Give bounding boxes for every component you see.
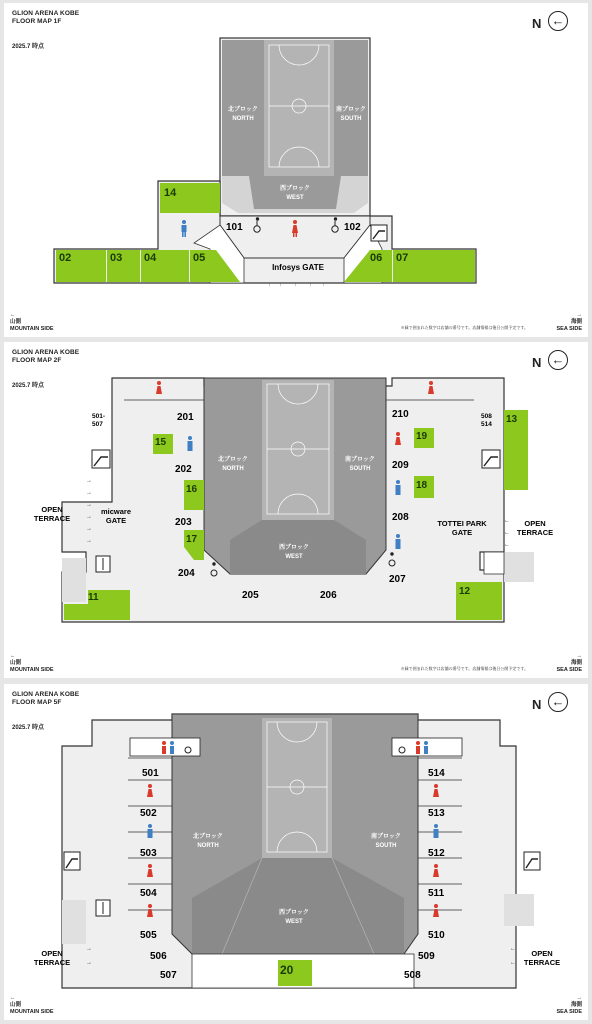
svg-text:→: → xyxy=(86,960,92,966)
right-arrow-icon: → xyxy=(576,653,582,659)
mountain-jp: 山側 xyxy=(10,1002,22,1008)
shop-12[interactable] xyxy=(456,582,502,620)
svg-text:↑: ↑ xyxy=(279,282,282,288)
north-block-label: 北ブロック xyxy=(193,834,223,840)
gate-208[interactable]: 208 xyxy=(392,512,409,523)
escalator-icon xyxy=(482,450,500,468)
svg-text:04: 04 xyxy=(144,252,157,264)
floor-label: FLOOR MAP 2F xyxy=(12,357,62,364)
floor-5f-map xyxy=(4,684,588,1020)
date-label: 2025.7 時点 xyxy=(12,383,45,389)
gate-203[interactable]: 203 xyxy=(175,517,192,528)
svg-text:05: 05 xyxy=(193,252,206,264)
shop-02[interactable] xyxy=(56,250,106,282)
svg-text:14: 14 xyxy=(164,187,177,199)
svg-text:↑: ↑ xyxy=(322,282,325,288)
gate-201[interactable]: 201 xyxy=(177,412,194,423)
south-block-label: 南ブロック xyxy=(345,457,375,463)
svg-text:19: 19 xyxy=(416,431,428,442)
shop-19[interactable] xyxy=(414,428,434,448)
shop-16[interactable] xyxy=(184,480,204,510)
sea-side-label xyxy=(557,312,582,333)
floor-2f-map xyxy=(4,342,588,678)
south-block-label: 南ブロック xyxy=(371,834,401,840)
north-letter: N xyxy=(532,16,542,31)
north-letter: N xyxy=(532,697,542,712)
left-arrow-icon: ← xyxy=(10,312,16,318)
gate-506[interactable]: 506 xyxy=(150,951,167,962)
footnote: ※緑で囲まれた数字は店舗の番号です。店舗情報は後日公開予定です。 xyxy=(400,325,528,330)
male-restroom-icon xyxy=(396,480,401,495)
svg-text:15: 15 xyxy=(155,437,167,448)
gate-513[interactable]: 513 xyxy=(428,808,445,819)
gate-507[interactable]: 507 xyxy=(160,970,177,981)
svg-text:17: 17 xyxy=(186,534,198,545)
mountain-en: MOUNTAIN SIDE xyxy=(10,326,54,332)
west-block-en: WEST xyxy=(286,195,304,201)
infosys-gate-label: Infosys GATE xyxy=(272,263,324,272)
svg-text:18: 18 xyxy=(416,480,428,491)
mountain-side-label xyxy=(10,312,54,333)
north-block-en: NORTH xyxy=(232,116,254,122)
sea-en: SEA SIDE xyxy=(556,667,582,673)
gate-511[interactable]: 511 xyxy=(428,888,445,899)
gate-101[interactable]: 101 xyxy=(226,222,243,233)
escalator-icon xyxy=(524,852,540,870)
gate-204[interactable]: 204 xyxy=(178,568,195,579)
escalator-icon xyxy=(92,450,110,468)
svg-text:16: 16 xyxy=(186,484,198,495)
sea-en: SEA SIDE xyxy=(556,326,582,332)
svg-text:→: → xyxy=(86,538,92,544)
venue-name: GLION ARENA KOBE xyxy=(12,691,80,698)
north-letter: N xyxy=(532,355,542,370)
mountain-jp: 山側 xyxy=(10,660,22,666)
south-block-label: 南ブロック xyxy=(336,107,366,113)
shop-13[interactable] xyxy=(504,410,528,490)
floor-map-5f-panel xyxy=(4,684,588,1020)
venue-name: GLION ARENA KOBE xyxy=(12,349,80,356)
gate-502[interactable]: 502 xyxy=(140,808,157,819)
micware-gate-label: micware GATE xyxy=(100,507,132,525)
gate-102[interactable]: 102 xyxy=(344,222,361,233)
gate-508[interactable]: 508 xyxy=(404,970,421,981)
svg-text:↑: ↑ xyxy=(268,282,271,288)
open-terrace-right: OPEN TERRACE xyxy=(516,519,554,537)
north-block-en: NORTH xyxy=(197,843,219,849)
mountain-jp: 山側 xyxy=(10,319,22,325)
open-terrace-right: OPEN TERRACE xyxy=(523,949,561,967)
north-block-en: NORTH xyxy=(222,466,244,472)
male-restroom-icon xyxy=(434,824,439,838)
svg-text:←: ← xyxy=(504,518,510,524)
date-label: 2025.7 時点 xyxy=(12,44,45,50)
floor-1f-map xyxy=(4,3,588,337)
elevator-icon xyxy=(96,556,110,572)
male-restroom-icon xyxy=(148,824,153,838)
west-block-en: WEST xyxy=(285,554,303,560)
gate-207[interactable]: 207 xyxy=(389,574,406,585)
svg-text:11: 11 xyxy=(88,592,99,603)
footnote: ※緑で囲まれた数字は店舗の番号です。店舗情報は後日公開予定です。 xyxy=(400,666,528,671)
mountain-side-label xyxy=(10,995,54,1016)
facility-icons-left xyxy=(130,738,200,756)
tottei-park-gate-label: TOTTEI PARK GATE xyxy=(437,519,487,537)
shop-04[interactable] xyxy=(141,250,189,282)
shop-18[interactable] xyxy=(414,476,434,498)
compass-arrow-icon: ← xyxy=(548,692,568,712)
svg-text:←: ← xyxy=(504,542,510,548)
shop-20[interactable] xyxy=(278,960,312,986)
west-block-en: WEST xyxy=(285,919,303,925)
north-block-label: 北ブロック xyxy=(228,107,258,113)
compass-arrow-icon: ← xyxy=(548,350,568,370)
elevator-icon xyxy=(96,900,110,916)
svg-text:12: 12 xyxy=(459,586,471,597)
svg-text:→: → xyxy=(86,514,92,520)
facility-icons-right xyxy=(392,738,462,756)
gate-501[interactable]: 501 xyxy=(142,768,159,779)
gate-509[interactable]: 509 xyxy=(418,951,435,962)
svg-text:→: → xyxy=(86,946,92,952)
sea-en: SEA SIDE xyxy=(556,1009,582,1015)
svg-text:→: → xyxy=(86,478,92,484)
sea-jp: 海側 xyxy=(570,1002,582,1008)
south-block-en: SOUTH xyxy=(375,843,397,849)
gate-512[interactable]: 512 xyxy=(428,848,445,859)
elevator-escalator-icon xyxy=(371,225,387,241)
right-arrow-icon: → xyxy=(576,312,582,318)
floor-map-2f-panel xyxy=(4,342,588,678)
gate-205[interactable]: 205 xyxy=(242,590,259,601)
west-block-label: 西ブロック xyxy=(279,545,309,551)
open-terrace-left: OPEN TERRACE xyxy=(33,505,71,523)
left-arrow-icon: ← xyxy=(10,653,16,659)
court xyxy=(262,380,334,520)
mountain-en: MOUNTAIN SIDE xyxy=(10,1009,54,1015)
compass-arrow-icon: ← xyxy=(548,11,568,31)
gate-210[interactable]: 210 xyxy=(392,409,409,420)
floor-label: FLOOR MAP 5F xyxy=(12,699,62,706)
svg-text:←: ← xyxy=(510,960,516,966)
svg-text:03: 03 xyxy=(110,252,123,264)
sea-jp: 海側 xyxy=(570,319,582,325)
svg-text:20: 20 xyxy=(280,963,294,977)
floor-label: FLOOR MAP 1F xyxy=(12,18,62,25)
gate-514[interactable]: 514 xyxy=(428,768,445,779)
left-arrow-icon: ← xyxy=(10,995,16,1001)
svg-text:13: 13 xyxy=(506,414,518,425)
male-restroom-icon xyxy=(396,534,401,549)
west-block-label: 西ブロック xyxy=(279,910,309,916)
right-arrow-icon: → xyxy=(576,995,582,1001)
mountain-side-label xyxy=(10,653,54,674)
venue-name: GLION ARENA KOBE xyxy=(12,10,80,17)
west-stands xyxy=(249,176,341,209)
svg-text:←: ← xyxy=(504,530,510,536)
svg-text:02: 02 xyxy=(59,252,72,264)
svg-text:←: ← xyxy=(510,946,516,952)
shop-07[interactable] xyxy=(393,250,475,282)
shop-15[interactable] xyxy=(153,434,173,454)
gate-510[interactable]: 510 xyxy=(428,930,445,941)
gate-209[interactable]: 209 xyxy=(392,460,409,471)
svg-text:06: 06 xyxy=(370,252,383,264)
svg-text:→: → xyxy=(86,526,92,532)
floor-map-1f-panel xyxy=(4,3,588,337)
date-label: 2025.7 時点 xyxy=(12,725,45,731)
gate-504[interactable]: 504 xyxy=(140,888,157,899)
svg-text:→: → xyxy=(86,490,92,496)
sea-jp: 海側 xyxy=(570,660,582,666)
stairs-501-507-label: 501-507 xyxy=(92,413,106,428)
male-restroom-icon xyxy=(188,436,193,451)
gate-202[interactable]: 202 xyxy=(175,464,192,475)
svg-text:→: → xyxy=(86,502,92,508)
south-block-en: SOUTH xyxy=(349,466,371,472)
gate-206[interactable]: 206 xyxy=(320,590,337,601)
west-block-label: 西ブロック xyxy=(280,186,310,192)
court xyxy=(262,718,332,858)
escalator-icon xyxy=(64,852,80,870)
court xyxy=(264,40,334,176)
stairs-508-514-label: 508 514 xyxy=(481,413,492,428)
shop-14[interactable] xyxy=(160,183,220,213)
svg-text:↑: ↑ xyxy=(294,282,297,288)
shop-03[interactable] xyxy=(107,250,140,282)
sea-side-label xyxy=(557,995,582,1016)
svg-text:07: 07 xyxy=(396,252,409,264)
open-terrace-left: OPEN TERRACE xyxy=(33,949,71,967)
gate-503[interactable]: 503 xyxy=(140,848,157,859)
south-block-en: SOUTH xyxy=(340,116,362,122)
sea-side-label xyxy=(557,653,582,674)
mountain-en: MOUNTAIN SIDE xyxy=(10,667,54,673)
svg-text:↑: ↑ xyxy=(309,282,312,288)
north-block-label: 北ブロック xyxy=(218,457,248,463)
gate-505[interactable]: 505 xyxy=(140,930,157,941)
